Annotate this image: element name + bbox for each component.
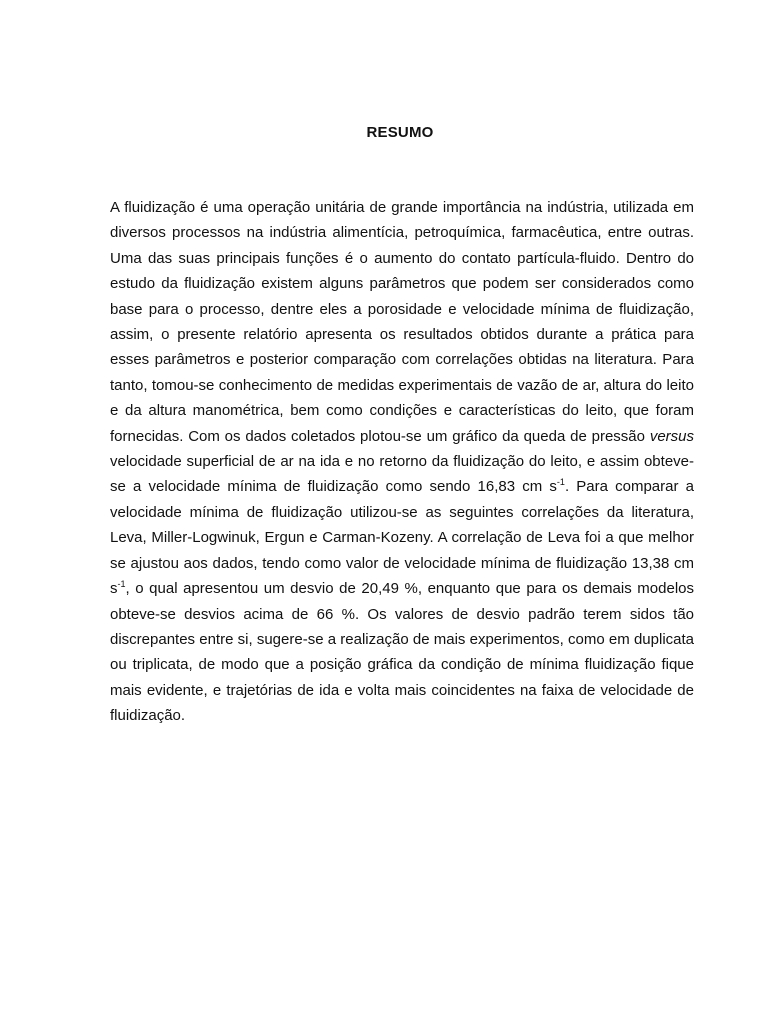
abstract-text-1: A fluidização é uma operação unitária de grande importância na indústria, utilizada em diversos processos na indústria alimentícia, petroquímica, farmacêutica, entre outras. Uma das suas principais funções é o aumento do contato partícula-fluido. Dentro do estudo da fluidização existem alguns parâmetros que podem ser considerados como base para o processo, dentre eles a porosidade e velocidade mínima de fluidização, assim, o presente relatório apresenta os resultados obtidos durante a prática para esses parâmetros e posterior comparação com correlações obtidas na literatura. Para tanto, tomou-se conhecimento de medidas experimentais de vazão de ar, altura do leito e da altura manométrica, bem como condições e características do leito, que foram fornecidas. Com os dados coletados plotou-se um gráfico da queda de pressão (110, 199, 694, 445)
unit-exponent-2: -1 (117, 579, 126, 590)
abstract-text-2: velocidade superficial de ar na ida e no retorno da fluidização do leito, e assim obteve-se a velocidade mínima de fluidização como sendo 16,83 cm s (110, 453, 694, 496)
abstract-paragraph (110, 195, 694, 729)
abstract-text-4: , o qual apresentou um desvio de 20,49 %, enquanto que para os demais modelos obteve-se desvios acima de 66 %. Os valores de desvio padrão terem sidos tão discrepantes entre si, sugere-se a realização de mais experimentos, como em duplicata ou triplicata, de modo que a posição gráfica da condição de mínima fluidização fique mais evidente, e trajetórias de ida e volta mais coincidentes na faixa de velocidade de fluidização. (110, 580, 694, 725)
document-title: RESUMO (366, 124, 434, 141)
abstract-text-3: . Para comparar a velocidade mínima de fluidização utilizou-se as seguintes correlações da literatura, Leva, Miller-Logwinuk, Ergun e Carman-Kozeny. A correlação de Leva foi a que melhor se ajustou aos dados, tendo como valor de velocidade mínima de fluidização 13,38 cm s (110, 478, 694, 598)
abstract-italic-versus: versus (649, 427, 694, 445)
unit-exponent-1: -1 (556, 477, 565, 488)
